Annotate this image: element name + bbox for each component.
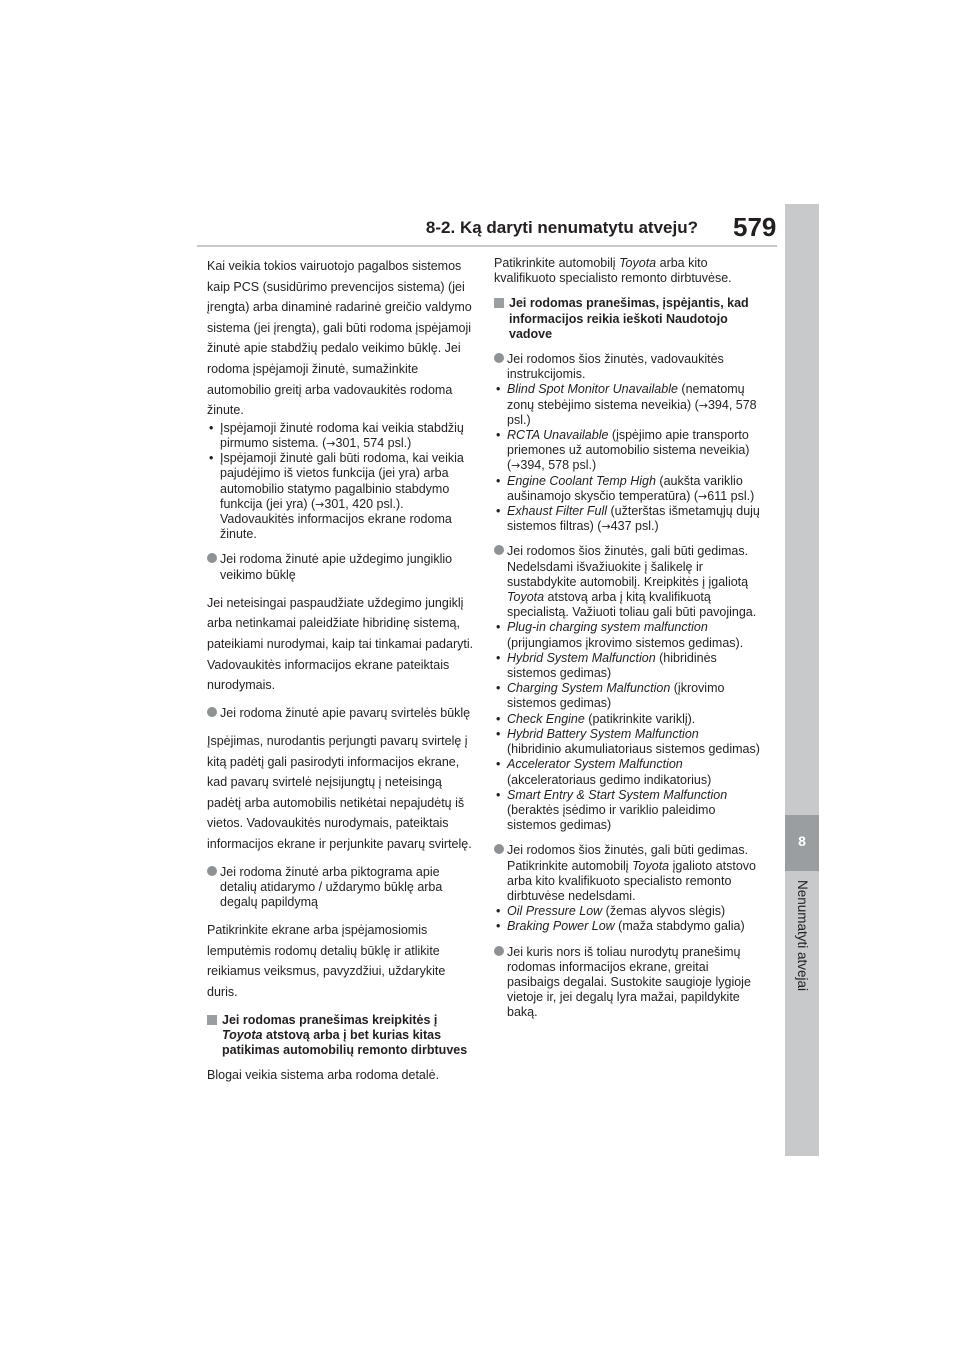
chapter-title: Nenumatyti atvejai [795,880,810,992]
message-name: Accelerator System Malfunction [507,757,683,772]
heading-text: Jei rodomas pranešimas kreipkitės į [222,1012,438,1027]
bullet-icon: • [496,650,501,665]
square-bullet-icon [207,1015,217,1025]
list-item [207,421,477,451]
list-item-text: Įspėjamoji žinutė gali būti rodoma, kai veikia pajudėjimo iš vietos funkcija (jei yra) arba automobilio statymo pagalbinio stabdymo funkcija (jei yra) ( [220,451,464,511]
paragraph-text: Patikrinkite automobilį [494,256,620,270]
subheading-text: Jei rodomos šios žinutės, gali būti gedimas. Patikrinkite automobilį [507,843,749,873]
bullet-list [494,620,762,833]
subheading-text: Jei rodomos šios žinutės, gali būti gedimas. Nedelsdami išvažiuokite į šalikelę ir sustabdykite automobilį. Kreipkitės į įgaliotą [507,544,749,589]
list-item [207,451,477,542]
bullet-icon: • [496,473,501,488]
message-description: (beraktės įsėdimo ir variklio paleidimo sistemos gedimas) [507,802,716,833]
message-description: (įkrovimo sistemos gedimas) [507,681,725,711]
bullet-icon: • [496,904,501,919]
bullet-icon: • [496,620,501,635]
message-description: (patikrinkite variklį). [584,711,696,726]
circle-subheading [494,544,762,620]
subheading-text: atstovą arba į kitą kvalifikuotą specialistą. Važiuoti toliau gali būti pavojinga. [507,590,757,620]
page-reference-link[interactable]: 611 psl.) [707,488,755,503]
brand-name: Toyota [507,590,545,605]
message-description: (akceleratoriaus gedimo indikatorius) [507,772,712,787]
message-name: Exhaust Filter Full [507,504,608,519]
circle-bullet-icon [207,553,217,563]
paragraph [494,256,762,286]
page-reference-link[interactable]: 437 psl.) [610,519,659,534]
page-number: 579 [733,212,777,242]
list-item [494,620,762,650]
arrow-right-icon: → [315,497,325,511]
circle-bullet-icon [494,844,504,854]
message-description: (hibridinės sistemos gedimas) [507,650,717,681]
right-column [494,256,762,1031]
message-name: RCTA Unavailable [507,428,609,443]
arrow-right-icon: → [698,398,708,412]
arrow-right-icon: → [511,459,521,473]
paragraph: Jei neteisingai paspaudžiate uždegimo jungiklį arba netinkamai paleidžiate hibridinę sistemą, pateikiami nurodymai, kaip tai tinkamai padaryti. Vadovaukitės informacijos ekrane pateiktais nurodymais. [207,595,474,693]
bullet-list [207,421,477,543]
list-item [494,382,762,428]
paragraph: Įspėjimas, nurodantis perjungti pavarų svirtelę į kitą padėtį gali pasirodyti informacijos ekrane, kad pavarų svirtelė neįsijungtų į neteisingą padėtį arba automobilis netikėtai nepajudėtų iš vietos. Vadovaukitės nurodymais, pateiktais informacijos ekrane ir perjunkite pavarų svirtelę. [207,733,472,851]
message-description: (prijungiamos įkrovimo sistemos gedimas). [507,635,744,650]
subheading-text: Jei rodoma žinutė apie pavarų svirtelės būklę [220,705,471,720]
subheading-text: Jei rodoma žinutė apie uždegimo jungiklio veikimo būklę [220,552,453,582]
circle-subheading [207,552,477,582]
list-item-text: Įspėjamoji žinutė rodoma kai veikia stabdžių pirmumo sistema. ( [220,420,464,450]
list-item [494,651,762,681]
message-description: (aukšta variklio aušinamojo skysčio temperatūra) ( [507,473,743,503]
page-reference-link[interactable]: 301, 574 psl.) [335,435,412,450]
message-name: Smart Entry & Start System Malfunction [507,787,728,802]
paragraph: Patikrinkite ekrane arba įspėjamosiomis lemputėmis rodomų detalių būklę ir atlikite reikiamus veiksmus, pavyzdžiui, uždarykite duris. [207,923,446,999]
bullet-icon: • [496,681,501,696]
circle-subheading [494,945,762,1021]
message-description: (maža stabdymo galia) [614,919,745,934]
page-reference-link[interactable]: 301, 420 psl.). Vadovaukitės informacijos ekrane rodoma žinute. [220,496,452,542]
bullet-list [494,382,762,534]
circle-bullet-icon [494,353,504,363]
circle-subheading [494,352,762,382]
bullet-icon: • [209,451,214,466]
circle-subheading [494,843,762,904]
message-name: Plug-in charging system malfunction [507,620,708,635]
message-name: Hybrid Battery System Malfunction [507,726,699,741]
circle-bullet-icon [494,946,504,956]
message-name: Engine Coolant Temp High [507,473,656,488]
arrow-right-icon: → [601,520,611,534]
bullet-list [494,904,762,934]
message-description: (žemas alyvos slėgis) [602,904,726,919]
list-item [494,712,762,727]
message-description: (nematomų zonų stebėjimo sistema neveikia) ( [507,382,745,412]
message-name: Oil Pressure Low [507,904,603,919]
arrow-right-icon: → [326,436,336,450]
brand-name: Toyota [222,1027,263,1042]
section-heading [207,1013,477,1059]
page-reference-link[interactable]: 394, 578 psl.) [520,458,597,473]
message-name: Charging System Malfunction [507,681,671,696]
paragraph: Kai veikia tokios vairuotojo pagalbos sistemos kaip PCS (susidūrimo prevencijos sistema) (jei įrengta) arba dinaminė radarinė greičio valdymo sistema (jei įrengta), gali būti rodoma įspėjamoji žinutė apie stabdžių pedalo veikimo būklę. Jei rodoma įspėjamoji žinutė, sumažinkite automobilio greitį arba vadovaukitės rodoma žinute. [207,259,472,418]
bullet-icon: • [496,726,501,741]
message-name: Blind Spot Monitor Unavailable [507,382,678,397]
heading-text: atstovą arba į bet kurias kitas patikimas automobilių remonto dirbtuves [222,1027,468,1057]
message-description: (hibridinio akumuliatoriaus sistemos gedimas) [507,742,760,757]
heading-text: Jei rodomas pranešimas, įspėjantis, kad informacijos reikia ieškoti Naudotojo vadove [509,296,749,341]
list-item [494,474,762,504]
bullet-icon: • [496,711,501,726]
section-heading [494,296,762,342]
circle-bullet-icon [207,866,217,876]
list-item [494,504,762,534]
paragraph: Blogai veikia sistema arba rodoma detalė. [207,1068,440,1083]
bullet-icon: • [496,919,501,934]
message-name: Hybrid System Malfunction [507,650,656,665]
list-item [494,681,762,711]
paragraph-text: arba kito kvalifikuoto specialisto remonto dirbtuvėse. [494,256,732,286]
list-item [494,788,762,834]
section-title: 8-2. Ką daryti nenumatytu atveju? [425,218,698,237]
bullet-icon: • [496,382,501,397]
subheading-text: Jei rodomos šios žinutės, vadovaukitės instrukcijomis. [507,352,724,382]
header-divider [197,245,777,247]
bullet-icon: • [209,420,214,435]
message-description: (užterštas išmetamųjų dujų sistemos filtras) ( [507,504,760,534]
brand-name: Toyota [619,256,657,270]
bullet-icon: • [496,504,501,519]
brand-name: Toyota [632,858,670,873]
circle-bullet-icon [207,707,217,717]
list-item [494,919,762,934]
message-name: Check Engine [507,711,585,726]
message-description: (įspėjimo apie transporto priemones už automobilio sistema neveikia) ( [507,428,750,473]
square-bullet-icon [494,298,504,308]
list-item [494,428,762,474]
list-item [494,757,762,787]
subheading-text: Jei rodoma žinutė arba piktograma apie detalių atidarymo / uždarymo būklę arba degalų papildymą [220,864,443,909]
chapter-number: 8 [798,833,806,849]
circle-bullet-icon [494,545,504,555]
left-column [207,256,477,1083]
subheading-text: įgalioto atstovo arba kito kvalifikuoto specialisto remonto dirbtuvėse nedelsdami. [507,858,756,903]
bullet-icon: • [496,428,501,443]
bullet-icon: • [496,757,501,772]
circle-subheading [207,865,477,911]
bullet-icon: • [496,787,501,802]
message-name: Braking Power Low [507,919,615,934]
page-reference-link[interactable]: 394, 578 psl.) [507,397,757,427]
subheading-text: Jei kuris nors iš toliau nurodytų pranešimų rodomas informacijos ekrane, greitai pasibaigs degalai. Sustokite saugioje lygioje vietoje ir, jei degalų lyra mažai, papildykite baką. [507,944,751,1020]
list-item [494,904,762,919]
list-item [494,727,762,757]
circle-subheading [207,706,477,721]
arrow-right-icon: → [698,489,708,503]
